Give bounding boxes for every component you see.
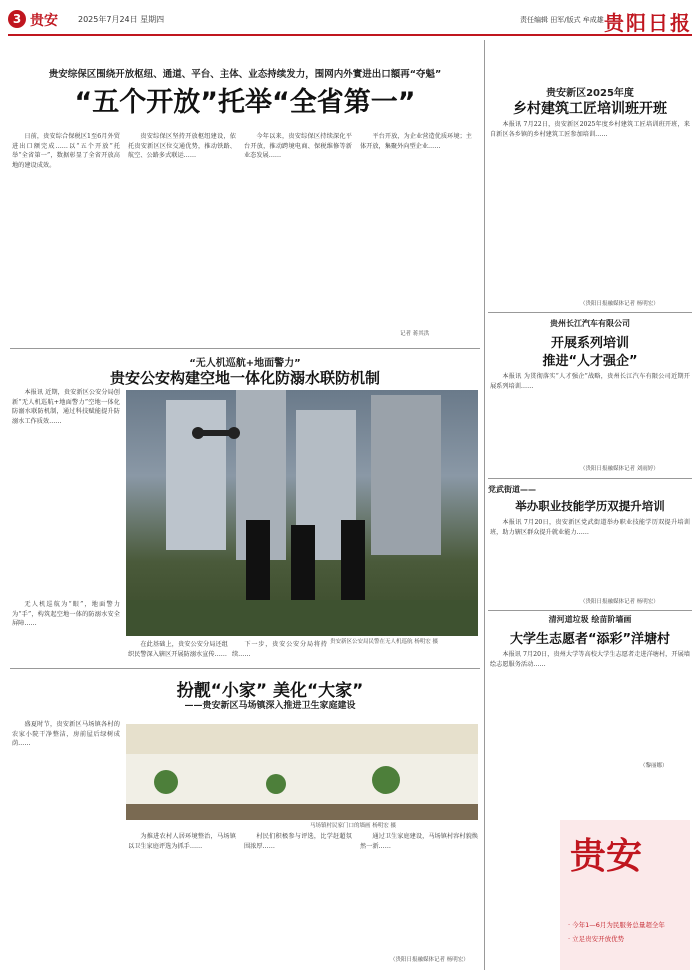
police-column-4: 下一步，贵安公安分局将持续…… xyxy=(232,641,327,658)
brand-box xyxy=(560,820,690,970)
issue-date: 2025年7月24日 星期四 xyxy=(78,15,165,24)
village-byline: （贵阳日报融媒体记者 杨明宏） xyxy=(390,957,469,963)
lead-byline: 记者 蒋其洪 xyxy=(400,331,430,337)
lead-column-1: 日前，贵安综合保税区1至6月外贸进出口额完成……以“五个开放”托举“全省第一”，数据彰显了全省开放高地的建设成效。 xyxy=(12,133,120,169)
village-headline: 扮靓“小家” 美化“大家” xyxy=(176,681,364,701)
village-column-3: 村民们积极参与评选，比学赶超氛围浓厚…… xyxy=(244,833,352,850)
village-subhead: ——贵安新区马场镇深入推进卫生家庭建设 xyxy=(184,701,356,711)
lead-column-2: 贵安综保区坚持开放枢纽建设，依托贵安新区区位交通优势，推动铁路、航空、公路多式联运…… xyxy=(128,133,236,160)
brand-line-1: · 今年1—6月为民服务总量超全年 xyxy=(568,921,665,929)
lead-column-4: 平台开放，为企业营造优质环境；主体开放，集聚外向型企业…… xyxy=(360,133,472,150)
editor-credit: 责任编辑 田军/版式 牟成雄 xyxy=(520,16,604,24)
police-column-1: 本报讯 近期，贵安新区公安分局创新“无人机巡航+地面警力”空地一体化防溺水联防机制，通过科技赋能提升防溺水工作质效…… xyxy=(12,389,120,425)
village-column-1: 盛夏时节，贵安新区马场镇各村的农家小院干净整洁，房前屋后绿树成荫…… xyxy=(12,721,120,748)
right-low-kicker: 党武街道—— xyxy=(488,485,536,494)
lead-column-3: 今年以来，贵安综保区持续深化平台开放，推动跨境电商、保税维修等新业态发展…… xyxy=(244,133,352,160)
right-top-body: 本报讯 7月22日，贵安新区2025年度乡村建筑工匠培训班开班，来自新区各乡镇的乡村建筑工匠参加培训…… xyxy=(490,121,690,138)
police-column-2: 无人机巡航为“眼”，地面警力为“手”，构筑起空地一体的防溺水安全屏障…… xyxy=(12,601,120,628)
police-photo xyxy=(126,390,478,636)
right-mid-body: 本报讯 为贯彻落实“人才强企”战略，贵州长江汽车有限公司近期开展系列培训…… xyxy=(490,373,690,390)
brand-title: 贵安 xyxy=(570,835,643,877)
right-mid-byline: （贵阳日报融媒体记者 刘雨婷） xyxy=(580,466,659,472)
right-low-body: 本报讯 7月20日，贵安新区党武街道举办职业技能学历双提升培训班，助力辖区群众提升就业能力…… xyxy=(490,519,690,536)
divider xyxy=(488,610,692,611)
police-photo-caption: 贵安新区公安局民警在无人机巡航 杨明宏 摄 xyxy=(330,639,438,645)
village-photo xyxy=(126,724,478,820)
right-mid-headline-1: 开展系列培训 xyxy=(550,336,629,351)
right-low-headline: 举办职业技能学历双提升培训 xyxy=(515,499,665,513)
right-mid-kicker: 贵州长江汽车有限公司 xyxy=(550,319,630,328)
village-column-2: 为推进农村人居环境整治，马场镇以卫生家庭评选为抓手…… xyxy=(128,833,236,850)
right-top-kicker: 贵安新区2025年度 xyxy=(546,88,634,99)
right-top-byline: （贵阳日报融媒体记者 杨明宏） xyxy=(580,301,659,307)
section-name: 贵安 xyxy=(30,13,58,29)
village-photo-illustration xyxy=(126,724,478,820)
police-headline: 贵安公安构建空地一体化防溺水联防机制 xyxy=(109,369,380,387)
divider xyxy=(488,478,692,479)
right-bottom-body: 本报讯 7月20日，贵州大学等高校大学生志愿者走进洋塘村，开展墙绘志愿服务活动…… xyxy=(490,651,690,668)
brand-line-2: · 立足贵安开放优势 xyxy=(568,935,625,943)
police-photo-illustration xyxy=(126,390,478,636)
lead-kicker: 贵安综保区围绕开放枢纽、通道、平台、主体、业态持续发力，围网内外實进出口額再“夺魁” xyxy=(48,69,442,80)
police-column-3: 在此基础上，贵安公安分局还组织民警深入辖区开展防溺水宣传…… xyxy=(128,641,228,658)
divider xyxy=(10,348,480,349)
right-bottom-kicker: 清河道垃圾 绘苗阶墙画 xyxy=(548,615,632,624)
divider xyxy=(488,312,692,313)
right-bottom-byline: （黎丽娜） xyxy=(640,763,668,769)
right-low-byline: （贵阳日报融媒体记者 杨明宏） xyxy=(580,599,659,605)
page-number: 3 xyxy=(8,10,26,28)
right-bottom-headline: 大学生志愿者“添彩”洋塘村 xyxy=(509,632,671,647)
village-column-4: 通过卫生家庭建设，马场镇村容村貌焕然一新…… xyxy=(360,833,478,850)
village-photo-caption: 马场镇村民家门口的墙画 杨明宏 摄 xyxy=(310,823,396,829)
police-kicker: “无人机巡航+地面警力” xyxy=(189,358,301,369)
newspaper-logo: 贵阳日报 xyxy=(604,11,692,35)
page-header xyxy=(8,8,692,36)
right-top-headline: 乡村建筑工匠培训班开班 xyxy=(513,101,667,117)
right-mid-headline-2: 推进“人才强企” xyxy=(542,354,638,369)
lead-headline: “五个开放”托举“全省第一” xyxy=(74,87,416,118)
divider xyxy=(10,668,480,669)
column-divider xyxy=(484,40,485,970)
